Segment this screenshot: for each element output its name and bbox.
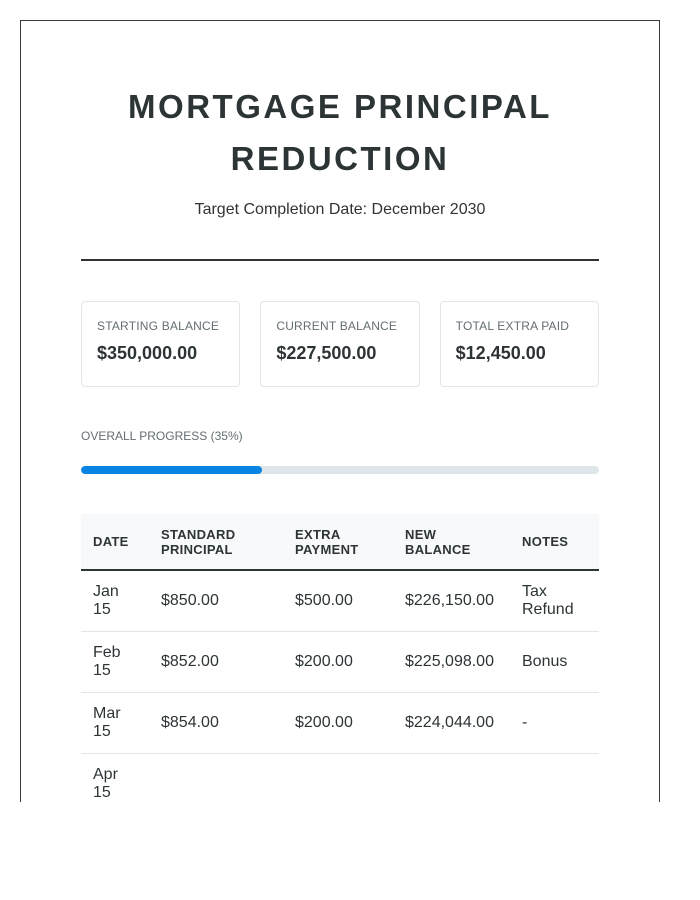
column-header-notes: NOTES: [510, 514, 599, 570]
card-label: STARTING BALANCE: [97, 319, 220, 333]
progress-bar-fill: [81, 466, 262, 474]
progress-bar: [81, 466, 599, 474]
card-value: $227,500.00: [276, 343, 377, 363]
column-header-date: DATE: [81, 514, 149, 570]
cell-standard-principal: $854.00: [149, 693, 283, 754]
total-extra-paid-card: [440, 301, 599, 387]
payment-table: [81, 514, 599, 802]
column-header-new-balance: NEW BALANCE: [393, 514, 510, 570]
table-header-row: [81, 514, 599, 570]
cell-date: Feb 15: [81, 632, 149, 693]
current-balance-card: [260, 301, 419, 387]
cell-notes: [510, 754, 599, 803]
column-header-extra-payment: EXTRA PAYMENT: [283, 514, 393, 570]
cell-new-balance: [393, 754, 510, 803]
page-title: MORTGAGE PRINCIPAL REDUCTION: [128, 88, 552, 177]
target-date-subtitle: Target Completion Date: December 2030: [194, 201, 486, 218]
cell-date: Apr 15: [81, 754, 149, 803]
cell-notes: -: [510, 693, 599, 754]
cell-extra-payment: $500.00: [283, 570, 393, 632]
cell-standard-principal: [149, 754, 283, 803]
table-row: [81, 693, 599, 754]
cell-date: Jan 15: [81, 570, 149, 632]
table-row: [81, 754, 599, 803]
cell-new-balance: $226,150.00: [393, 570, 510, 632]
card-label: CURRENT BALANCE: [276, 319, 398, 333]
summary-cards: [81, 301, 599, 387]
card-value: $350,000.00: [97, 343, 198, 363]
header-divider: [81, 259, 599, 261]
card-label: TOTAL EXTRA PAID: [455, 319, 570, 333]
cell-new-balance: $224,044.00: [393, 693, 510, 754]
cell-extra-payment: $200.00: [283, 693, 393, 754]
table-row: [81, 632, 599, 693]
table-row: [81, 570, 599, 632]
card-value: $12,450.00: [455, 343, 546, 363]
cell-notes: Bonus: [510, 632, 599, 693]
cell-extra-payment: [283, 754, 393, 803]
cell-standard-principal: $852.00: [149, 632, 283, 693]
document-page: [20, 20, 660, 802]
cell-date: Mar 15: [81, 693, 149, 754]
cell-new-balance: $225,098.00: [393, 632, 510, 693]
cell-notes: Tax Refund: [510, 570, 599, 632]
cell-standard-principal: $850.00: [149, 570, 283, 632]
cell-extra-payment: $200.00: [283, 632, 393, 693]
column-header-standard-principal: STANDARD PRINCIPAL: [149, 514, 283, 570]
starting-balance-card: [81, 301, 240, 387]
progress-label: OVERALL PROGRESS (35%): [81, 429, 243, 443]
